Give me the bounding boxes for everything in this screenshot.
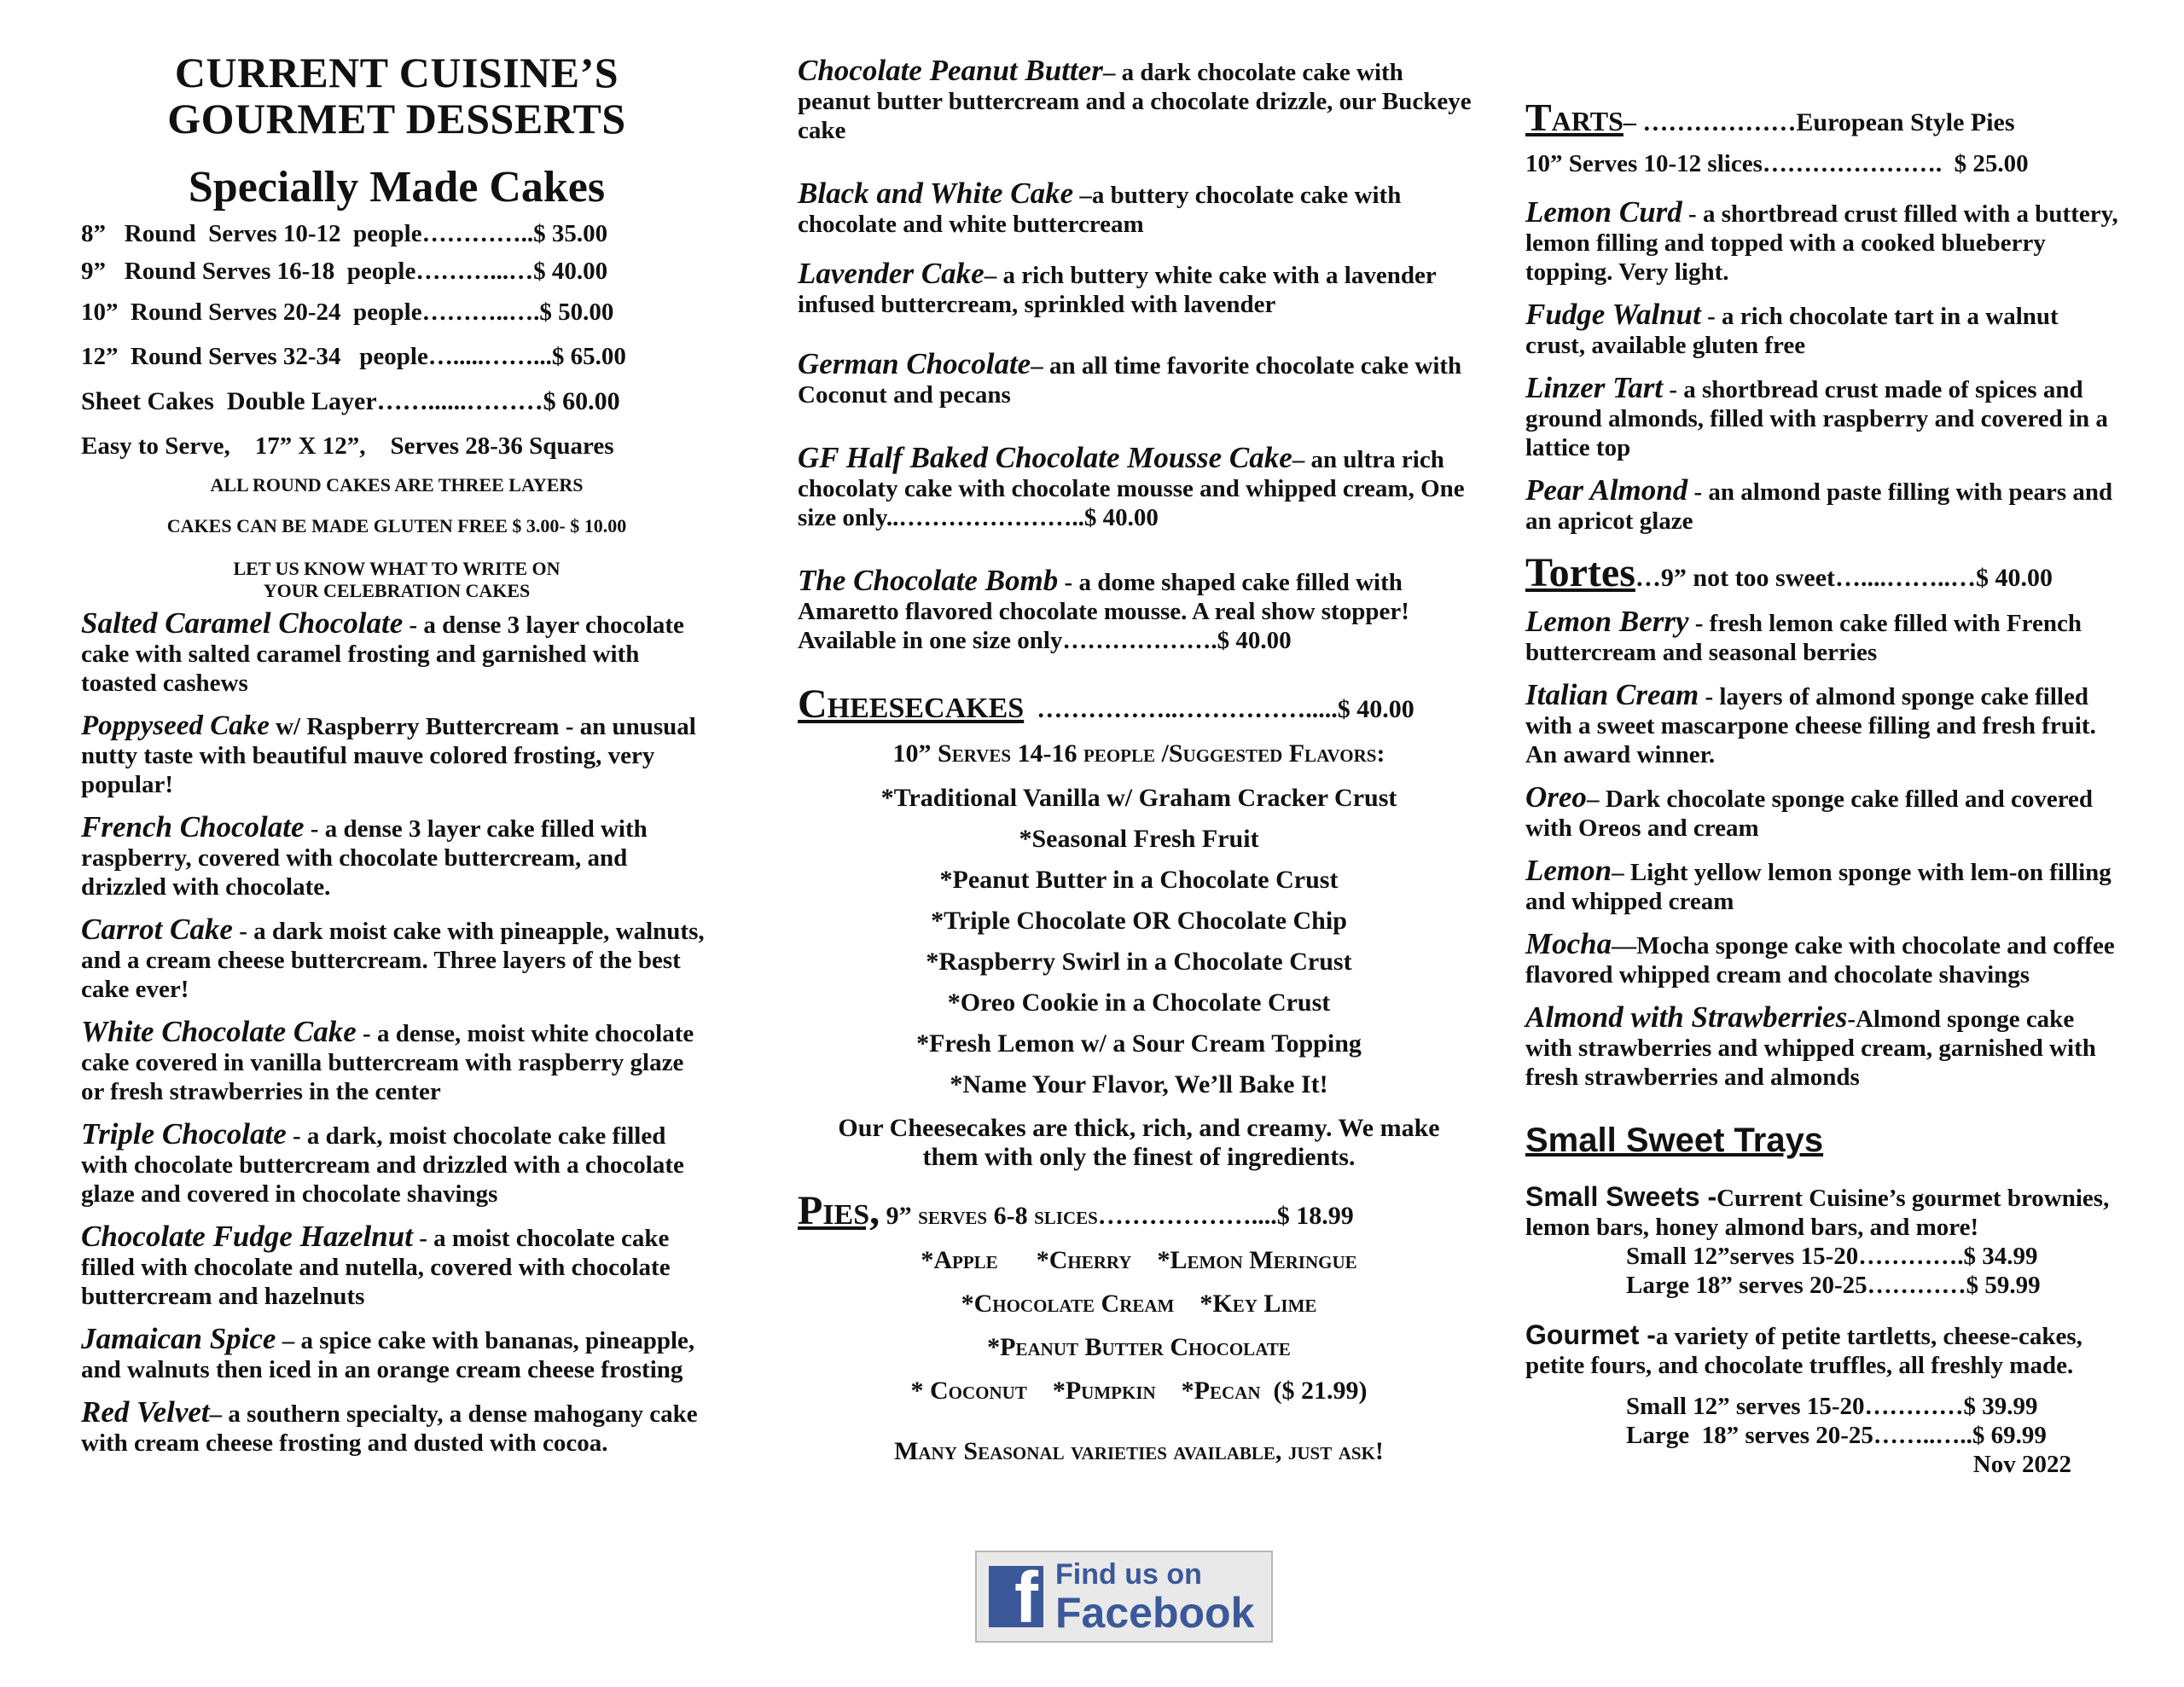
cake-item-desc: - a dark, moist chocolate cake filled with chocolate buttercream and drizzled with a chocolate glaze and covered in chocolate shavings xyxy=(81,1122,684,1208)
cake-item-name: The Chocolate Bomb xyxy=(798,564,1059,597)
title-line-2: GOURMET DESSERTS xyxy=(167,95,626,142)
tart-item-desc: - a rich chocolate tart in a walnut crust, available gluten free xyxy=(1525,303,2059,359)
cake-item-name: Black and White Cake xyxy=(798,177,1074,210)
column-tarts-tortes-trays xyxy=(1525,0,2123,1479)
cakes-heading: Specially Made Cakes xyxy=(188,163,606,212)
torte-item-desc: - layers of almond sponge cake filled with a sweet mascarpone cheese filling and fresh fruit. An award winner. xyxy=(1525,683,2096,768)
title-line-1: CURRENT CUISINE’S xyxy=(174,49,619,96)
cake-item xyxy=(81,1222,712,1311)
cheesecake-flavor: *Peanut Butter in a Chocolate Crust xyxy=(939,866,1339,894)
tarts-heading: Tarts xyxy=(1525,96,1623,139)
pie-flavor-row: * Coconut *Pumpkin *Pecan ($ 21.99) xyxy=(910,1377,1368,1405)
cheesecake-flavor: *Raspberry Swirl in a Chocolate Crust xyxy=(926,948,1352,976)
cake-item xyxy=(81,1117,712,1209)
cake-item-desc: - a dense, moist white chocolate cake covered in vanilla buttercream with raspberry glaze or fresh strawberries in the center xyxy=(81,1020,694,1105)
cake-item-desc: - a dark moist cake with pineapple, walnuts, and a cream cheese buttercream. Three layers of the best cake ever! xyxy=(81,918,705,1003)
tray-price-large: Large 18” serves 20-25…………$ 59.99 xyxy=(1626,1272,2041,1299)
tarts-serves: 10” Serves 10-12 slices…………………. $ 25.00 xyxy=(1525,150,2029,177)
torte-item-name: Almond with Strawberries xyxy=(1525,1000,1848,1034)
tart-item xyxy=(1525,473,2123,536)
cheesecakes-serves: 10” Serves 14-16 people /Suggested Flavors: xyxy=(892,739,1385,768)
cake-item xyxy=(81,1322,712,1384)
torte-item xyxy=(1525,856,2123,916)
tarts-tagline: – ………………European Style Pies xyxy=(1623,108,2015,136)
cake-item-name: French Chocolate xyxy=(81,810,305,844)
torte-item xyxy=(1525,678,2123,769)
cake-item-desc: – an all time favorite chocolate cake with Coconut and pecans xyxy=(798,352,1462,409)
note-three-layers: ALL ROUND CAKES ARE THREE LAYERS xyxy=(210,474,584,496)
cake-item xyxy=(81,915,712,1004)
cake-size-10: 10” Round Serves 20-24 people………..….$ 50.00 xyxy=(81,299,614,326)
pies-heading: Pies, xyxy=(798,1188,880,1233)
pie-flavor-list xyxy=(798,1238,1480,1412)
facebook-badge-text xyxy=(1055,1558,1254,1635)
cake-item-desc: – a spice cake with bananas, pineapple, and walnuts then iced in an orange cream cheese frosting xyxy=(81,1327,695,1383)
cake-item xyxy=(798,443,1480,532)
cake-item-desc: –a buttery chocolate cake with chocolate and white buttercream xyxy=(798,182,1402,238)
cake-item-desc: – a southern specialty, a dense mahogany cake with cream cheese frosting and dusted with cocoa. xyxy=(81,1400,698,1457)
cake-item xyxy=(798,566,1480,655)
torte-item xyxy=(1525,1000,2123,1092)
torte-item xyxy=(1525,927,2123,989)
cake-item-desc: - a dense 3 layer chocolate cake with salted caramel frosting and garnished with toasted cashews xyxy=(81,612,684,697)
tray-price-small: Small 12”serves 15-20………….$ 34.99 xyxy=(1626,1243,2038,1270)
cake-item xyxy=(81,810,712,901)
note-celebration-line-1: LET US KNOW WHAT TO WRITE ON xyxy=(233,558,561,579)
tart-item-name: Pear Almond xyxy=(1525,473,1688,507)
tray-item-name: Small Sweets - xyxy=(1525,1181,1717,1212)
pies-seasonal-note: Many Seasonal varieties available, just ask! xyxy=(894,1437,1384,1465)
tray-item-desc: Current Cuisine’s gourmet brownies, lemon bars, honey almond bars, and more! xyxy=(1525,1185,2110,1241)
cake-item xyxy=(798,56,1480,145)
trays-heading: Small Sweet Trays xyxy=(1525,1122,1824,1159)
note-celebration xyxy=(81,558,712,602)
cake-item xyxy=(798,259,1480,319)
cake-size-8: 8” Round Serves 10-12 people…………..$ 35.00 xyxy=(81,220,608,247)
cake-item-desc: – a dark chocolate cake with peanut butter buttercream and a chocolate drizzle, our Buckeye cake xyxy=(798,59,1472,144)
torte-item-name: Mocha xyxy=(1525,927,1612,960)
tart-item-desc: - a shortbread crust made of spices and ground almonds, filled with raspberry and covered in a lattice top xyxy=(1525,376,2108,461)
cheesecake-flavor: *Seasonal Fresh Fruit xyxy=(1019,825,1259,853)
tart-item-desc: - a shortbread crust filled with a buttery, lemon filling and topped with a cooked blueberry topping. Very light. xyxy=(1525,200,2118,286)
cake-item-name: Jamaican Spice xyxy=(81,1322,276,1355)
cake-item-name: Chocolate Peanut Butter xyxy=(798,54,1103,87)
cheesecake-flavor: *Oreo Cookie in a Chocolate Crust xyxy=(947,988,1331,1017)
tart-item xyxy=(1525,300,2123,360)
column-cheesecakes-pies xyxy=(798,0,1480,1637)
torte-item-name: Oreo xyxy=(1525,780,1587,814)
cake-item-name: Triple Chocolate xyxy=(81,1117,287,1151)
cake-item-desc: - a dome shaped cake filled with Amaretto flavored chocolate mousse. A real show stopper! Available in one size only……………….$ 40.00 xyxy=(798,569,1409,654)
tortes-heading: Tortes xyxy=(1525,550,1635,595)
cheesecake-flavor: *Triple Chocolate OR Chocolate Chip xyxy=(931,907,1347,935)
cake-item-name: Red Velvet xyxy=(81,1395,210,1429)
pies-header xyxy=(798,1188,1480,1233)
sheet-cake-price: Sheet Cakes Double Layer……......………$ 60.00 xyxy=(81,387,620,415)
pies-price: 9” serves 6-8 slices………………....$ 18.99 xyxy=(880,1202,1354,1230)
facebook-icon: f xyxy=(989,1566,1043,1627)
tart-item-name: Linzer Tart xyxy=(1525,371,1664,404)
cake-item xyxy=(798,347,1480,409)
cake-item-name: Carrot Cake xyxy=(81,913,233,946)
tart-item-name: Fudge Walnut xyxy=(1525,298,1701,331)
cheesecakes-price: ……………..…………….....$ 40.00 xyxy=(1024,695,1414,723)
pie-flavor-row: *Chocolate Cream *Key Lime xyxy=(961,1290,1317,1318)
menu-date: Nov 2022 xyxy=(1972,1451,2071,1478)
cake-size-9: 9” Round Serves 16-18 people………...…$ 40.00 xyxy=(81,258,608,285)
cake-item-desc: w/ Raspberry Buttercream - an unusual nutty taste with beautiful mauve colored frosting, very popular! xyxy=(81,713,696,798)
cake-item xyxy=(81,1017,712,1106)
tray-item-desc: a variety of petite tartletts, cheese-cakes, petite fours, and chocolate truffles, all freshly made. xyxy=(1525,1323,2082,1379)
cake-item-name: Lavender Cake xyxy=(798,257,985,290)
tart-item xyxy=(1525,195,2123,287)
tart-item-name: Lemon Curd xyxy=(1525,195,1682,229)
tortes-header xyxy=(1525,550,2123,595)
cheesecake-flavor: *Fresh Lemon w/ a Sour Cream Topping xyxy=(916,1029,1362,1058)
cheesecakes-header xyxy=(798,681,1480,727)
pie-flavor-row: *Apple *Cherry *Lemon Meringue xyxy=(921,1246,1357,1274)
tray-item-name: Gourmet - xyxy=(1525,1319,1656,1350)
tart-item-desc: - an almond paste filling with pears and an apricot glaze xyxy=(1525,478,2113,535)
cheesecake-flavor: *Name Your Flavor, We’ll Bake It! xyxy=(950,1070,1328,1099)
pie-flavor-row: *Peanut Butter Chocolate xyxy=(987,1333,1291,1361)
torte-item-desc: -Almond sponge cake with strawberries and whipped cream, garnished with fresh strawberries and almonds xyxy=(1525,1006,2096,1091)
cheesecake-flavor-list xyxy=(798,778,1480,1105)
note-celebration-line-2: YOUR CELEBRATION CAKES xyxy=(263,580,531,601)
cheesecakes-note: Our Cheesecakes are thick, rich, and creamy. We make them with only the finest of ingredients. xyxy=(838,1114,1440,1171)
tray-price-small: Small 12” serves 15-20…………$ 39.99 xyxy=(1626,1393,2038,1420)
torte-item-name: Italian Cream xyxy=(1525,678,1699,711)
torte-item xyxy=(1525,780,2123,843)
cake-item-name: White Chocolate Cake xyxy=(81,1015,357,1048)
cake-item xyxy=(81,1395,712,1458)
cheesecakes-heading: Cheesecakes xyxy=(798,681,1025,727)
tortes-tagline: …9” not too sweet…....……..…$ 40.00 xyxy=(1635,564,2053,592)
cake-size-12: 12” Round Serves 32-34 people….....……...$ 65.00 xyxy=(81,343,626,370)
sheet-cake-serves: Easy to Serve, 17” X 12”, Serves 28-36 Squares xyxy=(81,432,614,460)
cake-item-desc: – an ultra rich chocolaty cake with chocolate mousse and whipped cream, One size only..…………………..$ 40.00 xyxy=(798,446,1465,531)
cake-item-desc: - a moist chocolate cake filled with chocolate and nutella, covered with chocolate buttercream and hazelnuts xyxy=(81,1225,671,1310)
cake-item-name: Poppyseed Cake xyxy=(81,710,270,741)
tray-item xyxy=(1525,1182,2123,1242)
tray-price-large: Large 18” serves 20-25……..…..$ 69.99 xyxy=(1626,1422,2047,1449)
torte-item-desc: - fresh lemon cake filled with French buttercream and seasonal berries xyxy=(1525,610,2082,666)
cake-item-name: Salted Caramel Chocolate xyxy=(81,606,404,640)
cake-item-name: German Chocolate xyxy=(798,347,1031,380)
cake-size-list xyxy=(81,215,712,467)
cheesecake-flavor: *Traditional Vanilla w/ Graham Cracker Crust xyxy=(880,784,1397,812)
tarts-header xyxy=(1525,96,2123,140)
tray-item xyxy=(1525,1320,2123,1380)
torte-item-desc: – Dark chocolate sponge cake filled and covered with Oreos and cream xyxy=(1525,786,2094,842)
menu-title xyxy=(81,49,712,142)
cake-item xyxy=(81,606,712,698)
facebook-badge-line-2: Facebook xyxy=(1055,1589,1255,1637)
cake-item xyxy=(798,179,1480,239)
torte-item-desc: – Light yellow lemon sponge with lem-on filling and whipped cream xyxy=(1525,859,2111,915)
cake-item-name: Chocolate Fudge Hazelnut xyxy=(81,1220,413,1253)
torte-item-desc: —Mocha sponge cake with chocolate and coffee flavored whipped cream and chocolate shavings xyxy=(1525,932,2115,988)
tart-item xyxy=(1525,371,2123,462)
cake-item-desc: - a dense 3 layer cake filled with raspberry, covered with chocolate buttercream, and drizzled with chocolate. xyxy=(81,815,648,901)
torte-item-name: Lemon xyxy=(1525,854,1612,887)
column-cakes xyxy=(81,0,712,1458)
facebook-badge[interactable] xyxy=(975,1551,1273,1643)
note-gluten-free: CAKES CAN BE MADE GLUTEN FREE $ 3.00- $ 10.00 xyxy=(166,515,627,536)
torte-item xyxy=(1525,607,2123,667)
cake-item-desc: – a rich buttery white cake with a lavender infused buttercream, sprinkled with lavender xyxy=(798,262,1437,318)
cake-item-name: GF Half Baked Chocolate Mousse Cake xyxy=(798,441,1292,474)
torte-item-name: Lemon Berry xyxy=(1525,605,1689,638)
facebook-badge-line-1: Find us on xyxy=(1055,1558,1202,1591)
cake-item xyxy=(81,711,712,799)
